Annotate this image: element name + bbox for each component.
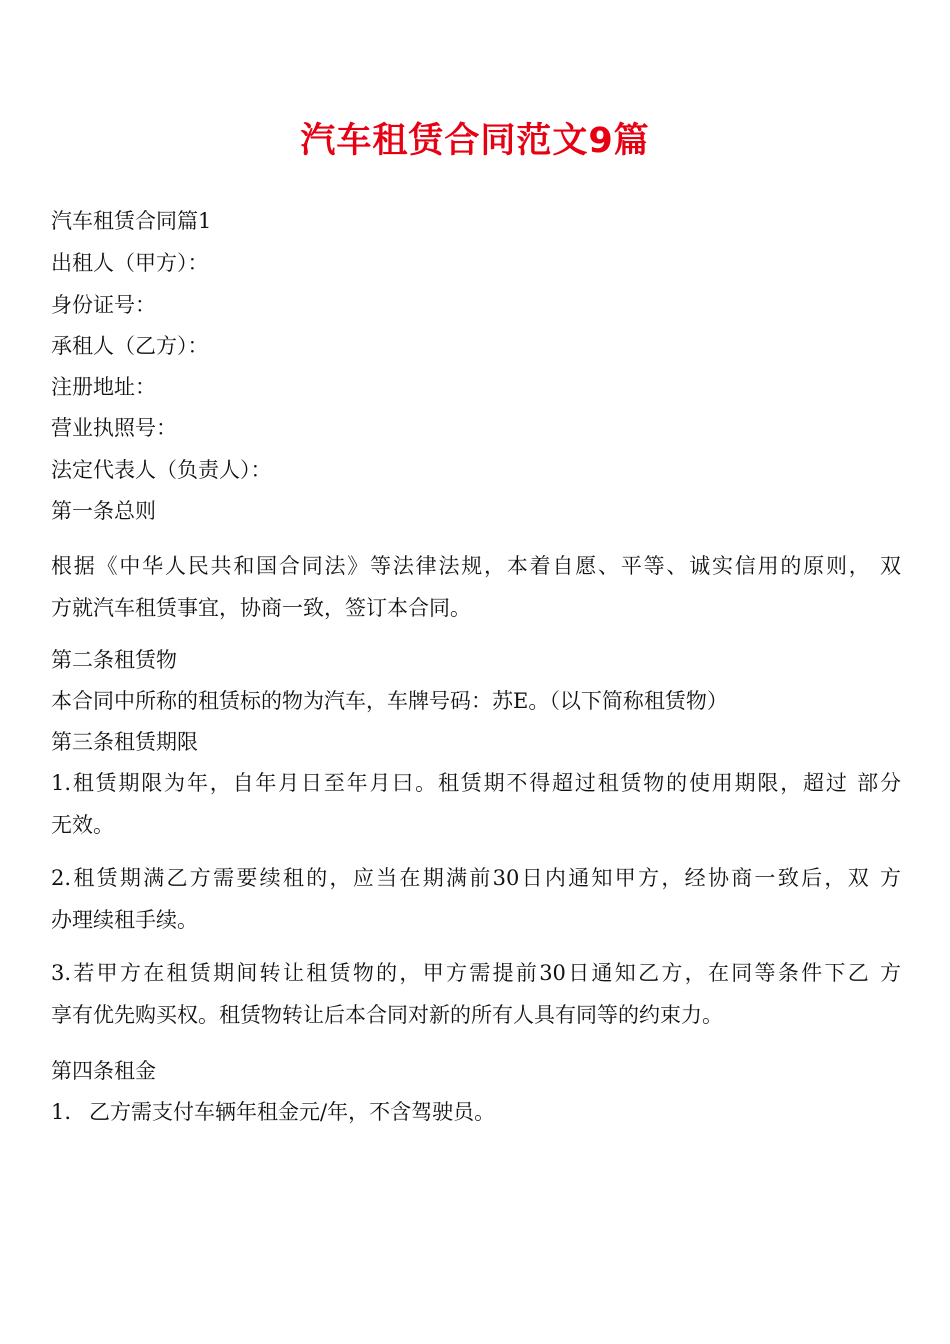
paragraph-line: 3.若甲方在租赁期间转让租赁物的，甲方需提前30日通知乙方，在同等条件下乙 方 — [51, 961, 901, 985]
article-2-paragraph: 本合同中所称的租赁标的物为汽车，车牌号码：苏E。（以下简称租赁物） — [51, 689, 728, 713]
paragraph-line: 享有优先购买权。租赁物转让后本合同对新的所有人具有同等的约束力。 — [51, 1003, 723, 1027]
paragraph-line: 无效。 — [51, 813, 114, 837]
business-license-field: 营业执照号： — [51, 416, 177, 440]
paragraph-line: 根据《中华人民共和国合同法》等法律法规，本着自愿、平等、诚实信用的原则， 双 — [51, 554, 901, 578]
article-3-heading: 第三条租赁期限 — [51, 730, 198, 754]
party-a-field: 出租人（甲方）： — [51, 251, 209, 275]
legal-representative-field: 法定代表人（负责人）： — [51, 458, 272, 482]
list-item-text: 乙方需支付车辆年租金元/年，不含驾驶员。 — [89, 1100, 496, 1124]
id-number-field: 身份证号： — [51, 293, 156, 317]
article-1-paragraph — [51, 545, 901, 629]
article-4-heading: 第四条租金 — [51, 1059, 156, 1083]
article-4-item-1 — [51, 1097, 901, 1127]
paragraph-line: 方就汽车租赁事宜，协商一致，签订本合同。 — [51, 596, 471, 620]
article-1-heading: 第一条总则 — [51, 499, 156, 523]
document-title: 汽车租赁合同范文9篇 — [300, 121, 650, 161]
list-number: 1. — [51, 1100, 72, 1124]
article-3-item-1 — [51, 762, 901, 846]
section-heading: 汽车租赁合同篇1 — [51, 209, 212, 233]
paragraph-line: 办理续租手续。 — [51, 908, 198, 932]
paragraph-line: 1.租赁期限为年，自年月日至年月曰。租赁期不得超过租赁物的使用期限，超过 部分 — [51, 771, 901, 795]
registered-address-field: 注册地址： — [51, 375, 156, 399]
party-b-field: 承租人（乙方）： — [51, 334, 209, 358]
article-3-item-3 — [51, 952, 901, 1036]
article-3-item-2 — [51, 857, 901, 941]
paragraph-line: 2.租赁期满乙方需要续租的，应当在期满前30日内通知甲方，经协商一致后，双 方 — [51, 866, 901, 890]
article-2-heading: 第二条租赁物 — [51, 648, 177, 672]
